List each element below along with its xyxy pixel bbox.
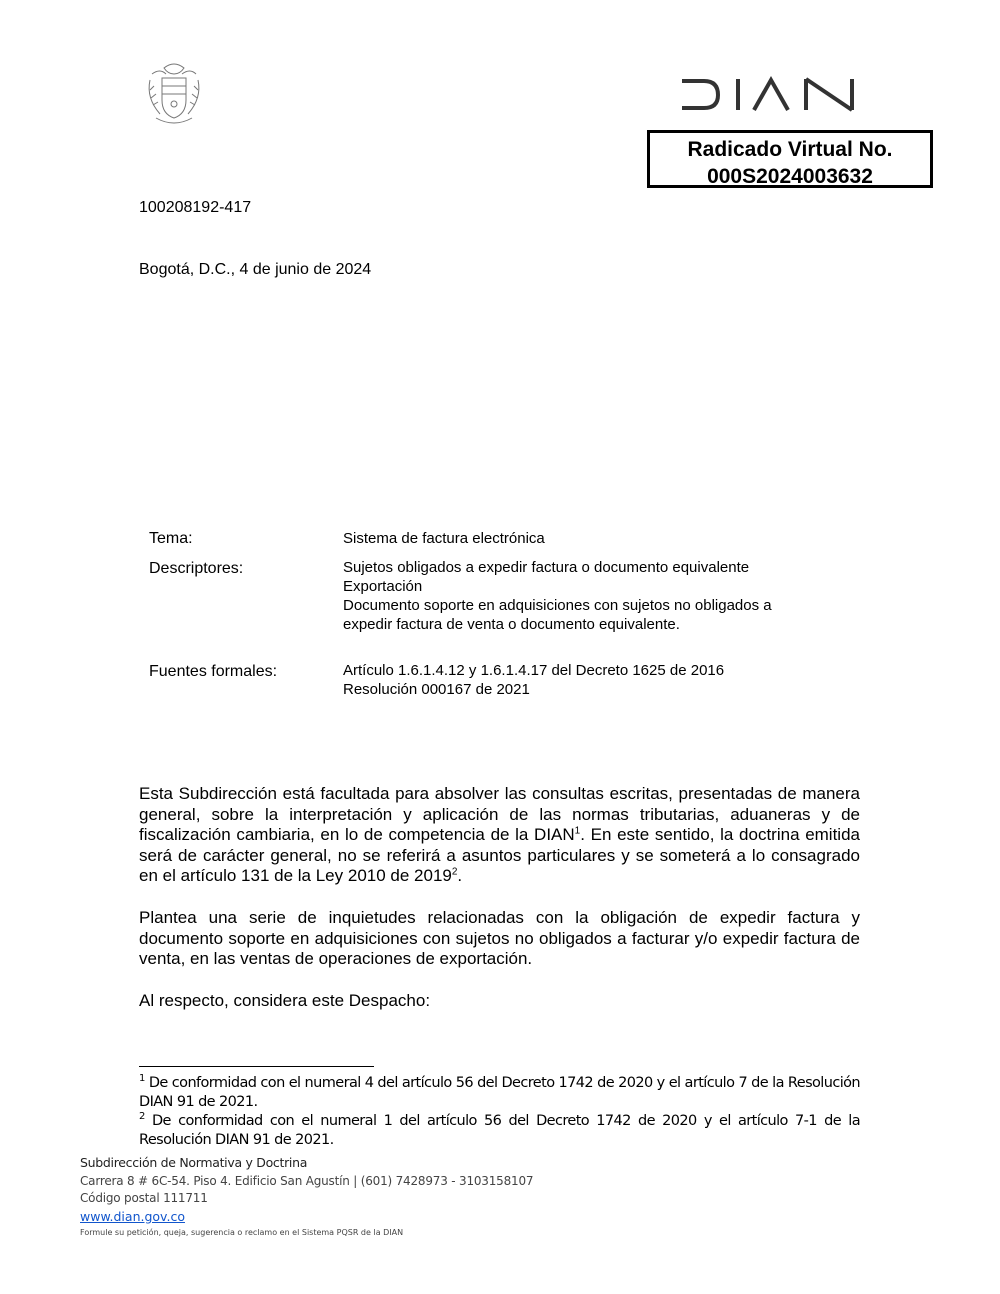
paragraph-1: Esta Subdirección está facultada para absolver las consultas escritas, presentadas de manera general, sobre la interpretación y aplicación de las normas tributarias, aduaneras y de fiscalización cambiaria, en lo de competencia de la DIAN$^1$. En este sentido, la doctrina emitida será de carácter general, no se referirá a asuntos particulares y se someterá a lo consagrado en el artículo 131 de la Ley 2010 de 2019$^2$. <box>139 784 860 886</box>
fuentes-value <box>343 661 724 699</box>
fuentes-label: Fuentes formales: <box>149 663 278 680</box>
radicado-box <box>647 130 933 188</box>
footer-title: Subdirección de Normativa y Doctrina <box>80 1155 308 1170</box>
footer-postal: Código postal 111711 <box>80 1191 208 1205</box>
descriptores-label: Descriptores: <box>149 560 244 577</box>
colombia-coat-of-arms-icon <box>142 60 206 126</box>
fuente-line: Resolución 000167 de 2021 <box>343 681 530 698</box>
descriptor-line: Exportación <box>343 578 423 595</box>
radicado-label: Radicado Virtual No. <box>687 138 893 161</box>
footer-website-link[interactable]: www.dian.gov.co <box>80 1209 185 1224</box>
tema-label: Tema: <box>149 530 193 547</box>
footnote-ref-1[interactable]: 1 <box>574 825 581 837</box>
radicado-number: 000S2024003632 <box>707 165 873 188</box>
place-date: Bogotá, D.C., 4 de junio de 2024 <box>139 261 372 278</box>
fuente-line: Artículo 1.6.1.4.12 y 1.6.1.4.17 del Decreto 1625 de 2016 <box>343 662 725 679</box>
footnote-separator <box>139 1066 374 1067</box>
reference-number: 100208192-417 <box>139 199 252 216</box>
descriptor-line: Documento soporte en adquisiciones con sujetos no obligados a <box>343 597 772 614</box>
footnote-1: $^1$ De conformidad con el numeral 4 del artículo 56 del Decreto 1742 de 2020 y el artículo 7 de la Resolución DIAN 91 de 2021. <box>139 1073 860 1110</box>
paragraph-2: Plantea una serie de inquietudes relacionadas con la obligación de expedir factura y documento soporte en adquisiciones con sujetos no obligados a facturar y/o expedir factura de venta, en las ventas de operaciones de exportación. <box>139 908 860 969</box>
descriptor-line: Sujetos obligados a expedir factura o documento equivalente <box>343 559 750 576</box>
descriptor-line: expedir factura de venta o documento equivalente. <box>343 616 680 633</box>
paragraph-3: Al respecto, considera este Despacho: <box>139 991 431 1010</box>
footer-address: Carrera 8 # 6C-54. Piso 4. Edificio San Agustín | (601) 7428973 - 3103158107 <box>80 1174 534 1188</box>
descriptores-value <box>343 558 772 634</box>
dian-logo <box>678 74 860 114</box>
footer-pqsr-note: Formule su petición, queja, sugerencia o reclamo en el Sistema PQSR de la DIAN <box>80 1228 404 1237</box>
tema-value: Sistema de factura electrónica <box>343 530 545 547</box>
footnote-ref-2[interactable]: 2 <box>451 866 458 878</box>
footnote-2: $^2$ De conformidad con el numeral 1 del artículo 56 del Decreto 1742 de 2020 y el artículo 7-1 de la Resolución DIAN 91 de 2021. <box>139 1111 860 1148</box>
